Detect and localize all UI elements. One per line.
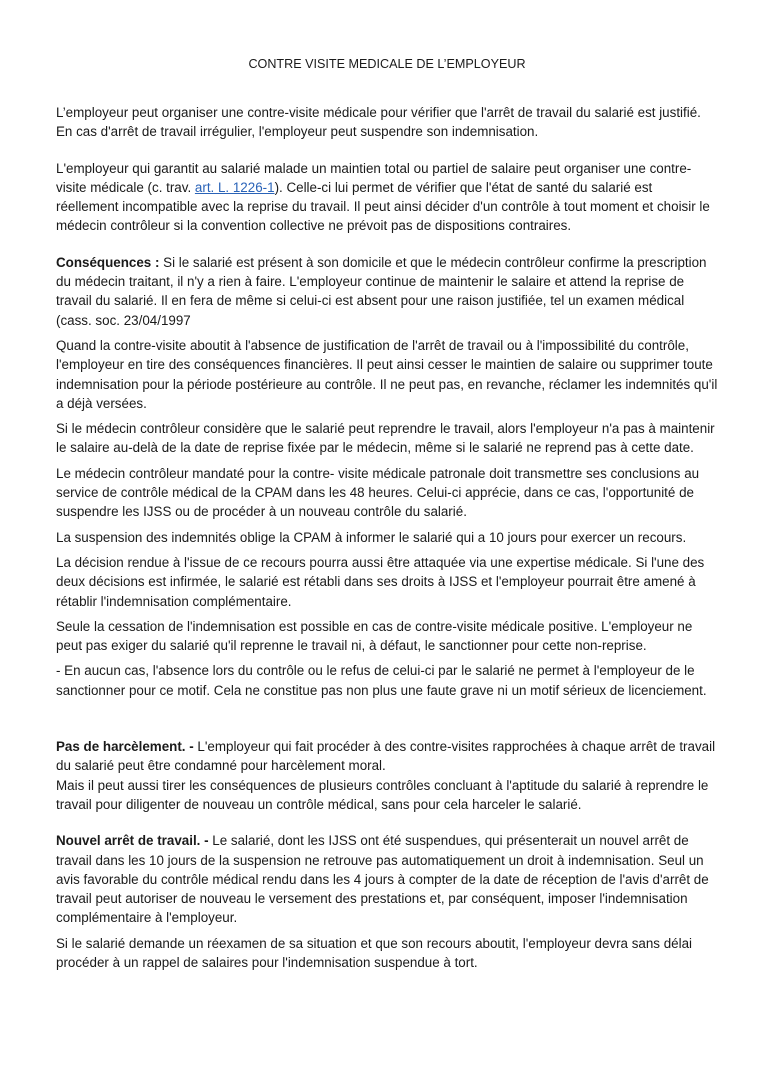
intro-paragraph: L’employeur peut organiser une contre-visite médicale pour vérifier que l'arrêt de travail du salarié est justifié. En cas d'arrêt de travail irrégulier, l'employeur peut suspendre son indemnisation. (56, 105, 701, 140)
paragraph-cessation: Seule la cessation de l'indemnisation est possible en cas de contre-visite médicale positive. L'employeur ne peut pas exiger du salarié qu'il reprenne le travail ni, à défaut, le sanctionner pour cette non-reprise. (56, 618, 693, 654)
paragraph-suspension: La suspension des indemnités oblige la CPAM à informer le salarié qui a 10 jours pour exercer un recours. (56, 529, 687, 545)
harcelement-heading: Pas de harcèlement. - (56, 739, 194, 755)
employer-text-start: L'employeur qui garantit au salarié malade un maintien total ou partiel de salaire peut organiser une contre-visite médicale (c. trav. (56, 160, 692, 195)
harcelement-paragraph (56, 737, 718, 814)
employer-paragraph (56, 159, 718, 236)
harcelement-text-2: Mais il peut aussi tirer les conséquences de plusieurs contrôles concluant à l'aptitude du salarié à reprendre le travail pour diligenter de nouveau un contrôle médical, sans pour cela harceler le salarié. (56, 777, 709, 812)
consequences-text: Si le salarié est présent à son domicile et que le médecin contrôleur confirme la prescription du médecin traitant, il n'y a rien à faire. L'employeur continue de maintenir le salaire et attend la reprise de travail du salarié. Il en fera de même si celui-ci est absent pour une raison justifiée, tel un examen médical (cass. soc. 23/04/1997 (56, 254, 707, 328)
paragraph-reprise: Si le médecin contrôleur considère que le salarié peut reprendre le travail, alors l'employeur n'a pas à maintenir le salaire au-delà de la date de reprise fixée par le médecin, même si le salarié ne reprend pas à cette date. (56, 421, 715, 456)
article-link[interactable]: art. L. 1226-1 (194, 179, 275, 195)
paragraph-transmission: Le médecin contrôleur mandaté pour la contre- visite médicale patronale doit transmettre ses conclusions au service de contrôle médical de la CPAM dans les 48 heures. Celui-ci apprécie, dans ce cas, l'opportunité de suspendre les IJSS ou de procéder à un nouveau contrôle du salarié. (56, 465, 700, 520)
paragraph-sanction: - En aucun cas, l'absence lors du contrôle ou le refus de celui-ci par le salarié ne permet à l'employeur de le sanctionner pour ce motif. Cela ne constitue pas non plus une faute grave ni un motif sérieux de licenciement. (56, 663, 707, 698)
page-title: CONTRE VISITE MEDICALE DE L’EMPLOYEUR (248, 57, 526, 71)
paragraph-recours: La décision rendue à l'issue de ce recours pourra aussi être attaquée via une expertise médicale. Si l'une des deux décisions est infirmée, le salarié est rétabli dans ses droits à IJSS et l'employeur pourrait être amené à rétablir l'indemnisation complémentaire. (56, 554, 705, 609)
employer-text-end: ). Celle-ci lui permet de vérifier que l'état de santé du salarié est réellement incompatible avec la reprise du travail. Il peut ainsi décider d'un contrôle à tout moment et choisir le médecin contrôleur si la convention collective ne prévoit pas de dispositions contraires. (56, 179, 710, 234)
harcelement-text: L'employeur qui fait procéder à des contre-visites rapprochées à chaque arrêt de travail du salarié peut être condamné pour harcèlement moral. (56, 739, 716, 774)
nouvel-arret-text: Le salarié, dont les IJSS ont été suspendues, qui présenterait un nouvel arrêt de travail dans les 10 jours de la suspension ne retrouve pas automatiquement un droit à indemnisation. Seul un avis favorable du contrôle médical rendu dans les 4 jours à compter de la date de réception de l'avis d'arrêt de travail peut autoriser de nouveau le versement des prestations et, par conséquent, imposer l'indemnisation complémentaire à l'employeur. (56, 833, 709, 926)
nouvel-arret-paragraph (56, 831, 718, 927)
paragraph-reexamen: Si le salarié demande un réexamen de sa situation et que son recours aboutit, l'employeur devra sans délai procéder à un rappel de salaires pour l'indemnisation suspendue à tort. (56, 935, 693, 970)
consequences-paragraph (56, 253, 718, 330)
nouvel-arret-heading: Nouvel arrêt de travail. - (56, 833, 209, 849)
consequences-heading: Conséquences : (56, 254, 160, 270)
paragraph-justification: Quand la contre-visite aboutit à l'absence de justification de l'arrêt de travail ou à l'impossibilité du contrôle, l'employeur en tire des conséquences financières. Il peut ainsi cesser le maintien de salaire ou supprimer toute indemnisation pour la période postérieure au contrôle. Il ne peut pas, en revanche, réclamer les indemnités qu'il a déjà versées. (56, 337, 718, 411)
